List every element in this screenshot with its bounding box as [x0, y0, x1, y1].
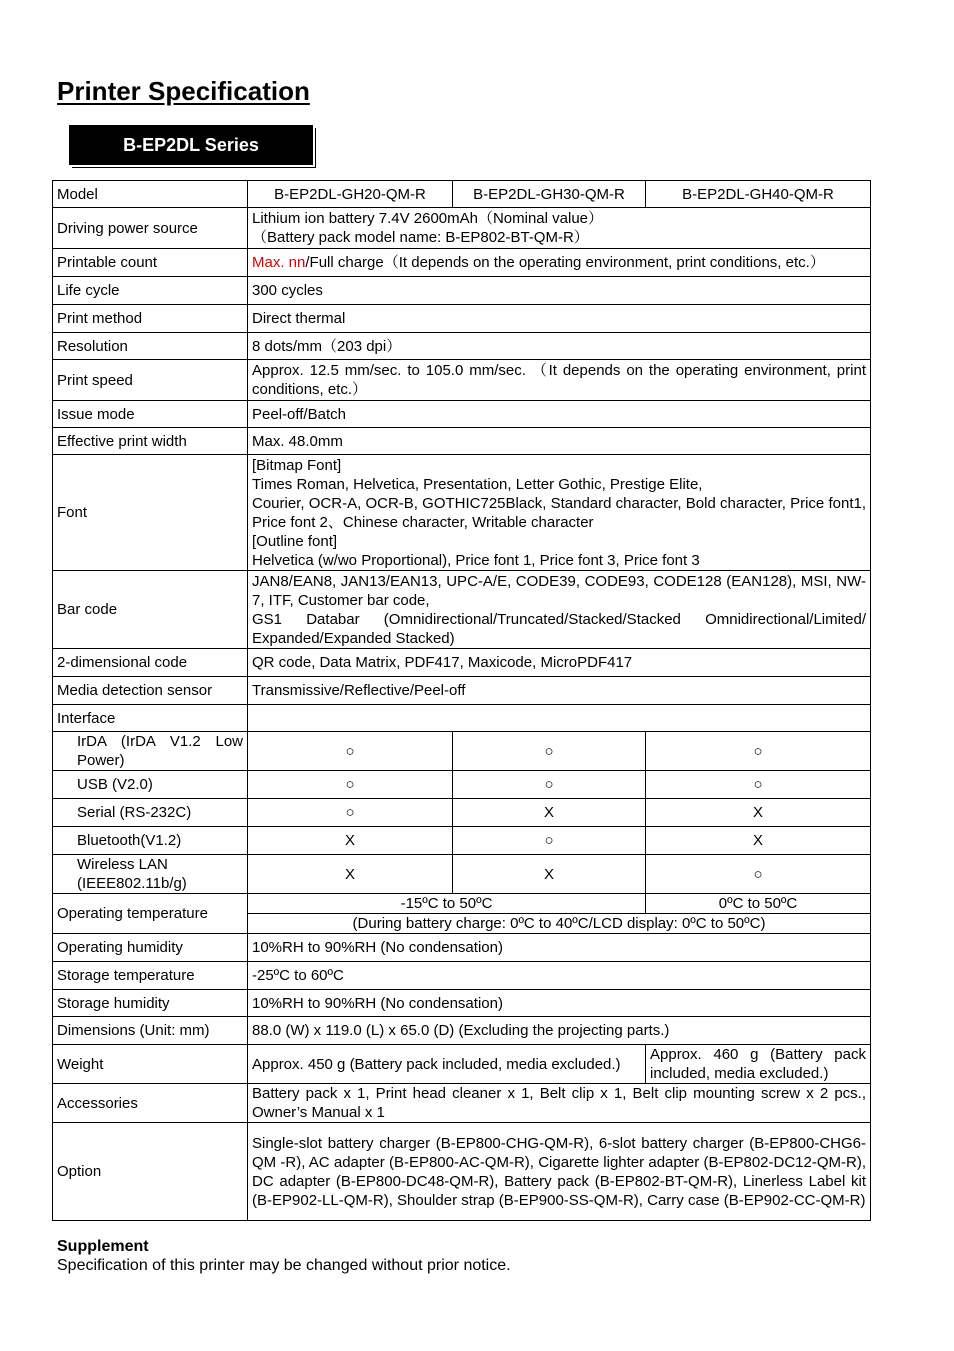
- interface-mark: ○: [453, 771, 646, 799]
- label-driving-power: Driving power source: [53, 208, 248, 249]
- table-row: [53, 401, 871, 428]
- interface-mark: X: [453, 799, 646, 827]
- label-storage-humidity: Storage humidity: [53, 990, 248, 1017]
- value-print-width: Max. 48.0mm: [248, 428, 871, 455]
- label-weight: Weight: [53, 1045, 248, 1084]
- font-line: [Bitmap Font]: [252, 456, 342, 474]
- value-bar-code: [248, 571, 871, 649]
- label-media-sensor: Media detection sensor: [53, 677, 248, 705]
- interface-mark: X: [453, 855, 646, 894]
- weight-b: Approx. 460 g (Battery pack included, media excluded.): [646, 1045, 871, 1084]
- interface-mark: ○: [248, 799, 453, 827]
- table-row: [53, 333, 871, 360]
- interface-name: USB (V2.0): [53, 771, 248, 799]
- interface-mark: X: [248, 827, 453, 855]
- interface-name: Wireless LAN (IEEE802.11b/g): [53, 855, 248, 894]
- bar-code-line: GS1 Databar (Omnidirectional/Truncated/Stacked/Stacked Omnidirectional/Limited/ Expanded/Expanded Stacked): [252, 610, 866, 647]
- value-operating-humidity: 10%RH to 90%RH (No condensation): [248, 934, 871, 962]
- value-accessories: Battery pack x 1, Print head cleaner x 1, Belt clip x 1, Belt clip mounting screw x 2 pcs., Owner’s Manual x 1: [248, 1084, 871, 1123]
- table-row: [53, 894, 871, 914]
- supplement-heading: Supplement: [57, 1238, 149, 1255]
- interface-mark: X: [646, 827, 871, 855]
- value-interface: [248, 705, 871, 732]
- table-row: [53, 305, 871, 333]
- spec-table: [52, 180, 871, 1221]
- value-print-speed: Approx. 12.5 mm/sec. to 105.0 mm/sec. （It depends on the operating environment, print conditions, etc.）: [248, 360, 871, 401]
- interface-mark: ○: [248, 732, 453, 771]
- interface-mark: ○: [248, 771, 453, 799]
- supplement-text: Specification of this printer may be changed without prior notice.: [57, 1257, 511, 1274]
- table-row: [53, 571, 871, 649]
- interface-mark: ○: [646, 771, 871, 799]
- label-print-method: Print method: [53, 305, 248, 333]
- table-row: [53, 428, 871, 455]
- table-row: [53, 1123, 871, 1221]
- value-option: Single-slot battery charger (B-EP800-CHG-QM-R), 6-slot battery charger (B-EP800-CHG6-QM -R), AC adapter (B-EP800-AC-QM-R), Cigarette lighter adapter (B-EP802-DC12-QM-R), DC adapter (B-EP800-DC48-QM-R), Battery pack (B-EP802-BT-QM-R), Linerless Label kit (B-EP902-LL-QM-R), Shoulder strap (B-EP900-SS-QM-R), Carry case (B-EP902-CC-QM-R): [248, 1123, 871, 1221]
- interface-row: [53, 855, 871, 894]
- value-issue-mode: Peel-off/Batch: [248, 401, 871, 428]
- label-model: Model: [53, 181, 248, 208]
- table-row: [53, 455, 871, 571]
- font-line: [Outline font]: [252, 532, 338, 550]
- value-printable-count: [248, 249, 871, 277]
- font-line: Helvetica (w/wo Proportional), Price font 1, Price font 3, Price font 3: [252, 551, 700, 569]
- table-row: [53, 181, 871, 208]
- table-row: [53, 705, 871, 732]
- font-line: Times Roman, Helvetica, Presentation, Letter Gothic, Prestige Elite,: [252, 475, 703, 493]
- table-row: [53, 677, 871, 705]
- value-font: [248, 455, 871, 571]
- font-line: Courier, OCR-A, OCR-B, GOTHIC725Black, Standard character, Bold character, Price font1, Price font 2、Chinese character, Writable character: [252, 494, 866, 531]
- series-badge: B-EP2DL Series: [69, 125, 313, 165]
- model-2: B-EP2DL-GH30-QM-R: [453, 181, 646, 208]
- model-1: B-EP2DL-GH20-QM-R: [248, 181, 453, 208]
- interface-mark: X: [646, 799, 871, 827]
- label-life-cycle: Life cycle: [53, 277, 248, 305]
- model-3: B-EP2DL-GH40-QM-R: [646, 181, 871, 208]
- interface-mark: ○: [453, 732, 646, 771]
- value-storage-humidity: 10%RH to 90%RH (No condensation): [248, 990, 871, 1017]
- table-row: [53, 360, 871, 401]
- interface-mark: ○: [453, 827, 646, 855]
- value-resolution: 8 dots/mm（203 dpi）: [248, 333, 871, 360]
- label-printable-count: Printable count: [53, 249, 248, 277]
- value-media-sensor: Transmissive/Reflective/Peel-off: [248, 677, 871, 705]
- label-print-speed: Print speed: [53, 360, 248, 401]
- operating-temp-a: -15ºC to 50ºC: [248, 894, 646, 914]
- label-font: Font: [53, 455, 248, 571]
- interface-mark: X: [248, 855, 453, 894]
- label-print-width: Effective print width: [53, 428, 248, 455]
- label-dimensions: Dimensions (Unit: mm): [53, 1017, 248, 1045]
- interface-name: Serial (RS-232C): [53, 799, 248, 827]
- table-row: [53, 1017, 871, 1045]
- value-driving-power: [248, 208, 871, 249]
- page-title: Printer Specification: [57, 76, 310, 106]
- label-bar-code: Bar code: [53, 571, 248, 649]
- label-operating-humidity: Operating humidity: [53, 934, 248, 962]
- label-issue-mode: Issue mode: [53, 401, 248, 428]
- value-dimensions: 88.0 (W) x 119.0 (L) x 65.0 (D) (Excluding the projecting parts.): [248, 1017, 871, 1045]
- label-accessories: Accessories: [53, 1084, 248, 1123]
- interface-row: [53, 732, 871, 771]
- printable-count-rest: /Full charge（It depends on the operating environment, print conditions, etc.）: [305, 254, 825, 271]
- supplement: [57, 1237, 511, 1275]
- value-storage-temp: -25ºC to 60ºC: [248, 962, 871, 990]
- operating-temp-note: (During battery charge: 0ºC to 40ºC/LCD display: 0ºC to 50ºC): [248, 914, 871, 934]
- label-operating-temp: Operating temperature: [53, 894, 248, 934]
- table-row: [53, 934, 871, 962]
- value-print-method: Direct thermal: [248, 305, 871, 333]
- interface-row: [53, 771, 871, 799]
- table-row: [53, 1045, 871, 1084]
- weight-a: Approx. 450 g (Battery pack included, media excluded.): [248, 1045, 646, 1084]
- interface-row: [53, 799, 871, 827]
- interface-row: [53, 827, 871, 855]
- bar-code-line: JAN8/EAN8, JAN13/EAN13, UPC-A/E, CODE39, CODE93, CODE128 (EAN128), MSI, NW-7, ITF, Customer bar code,: [252, 572, 866, 609]
- printable-count-max: Max. nn: [252, 254, 306, 271]
- value-life-cycle: 300 cycles: [248, 277, 871, 305]
- interface-name: IrDA (IrDA V1.2 Low Power): [53, 732, 248, 771]
- label-storage-temp: Storage temperature: [53, 962, 248, 990]
- interface-mark: ○: [646, 732, 871, 771]
- table-row: [53, 990, 871, 1017]
- driving-power-line-1: Lithium ion battery 7.4V 2600mAh（Nominal value）: [252, 210, 604, 227]
- label-2d-code: 2-dimensional code: [53, 649, 248, 677]
- driving-power-line-2: （Battery pack model name: B-EP802-BT-QM-R）: [252, 229, 589, 246]
- value-2d-code: QR code, Data Matrix, PDF417, Maxicode, MicroPDF417: [248, 649, 871, 677]
- interface-mark: ○: [646, 855, 871, 894]
- label-option: Option: [53, 1123, 248, 1221]
- table-row: [53, 277, 871, 305]
- label-interface: Interface: [53, 705, 248, 732]
- table-row: [53, 649, 871, 677]
- operating-temp-b: 0ºC to 50ºC: [646, 894, 871, 914]
- table-row: [53, 962, 871, 990]
- label-resolution: Resolution: [53, 333, 248, 360]
- table-row: [53, 1084, 871, 1123]
- table-row: [53, 208, 871, 249]
- table-row: [53, 249, 871, 277]
- interface-name: Bluetooth(V1.2): [53, 827, 248, 855]
